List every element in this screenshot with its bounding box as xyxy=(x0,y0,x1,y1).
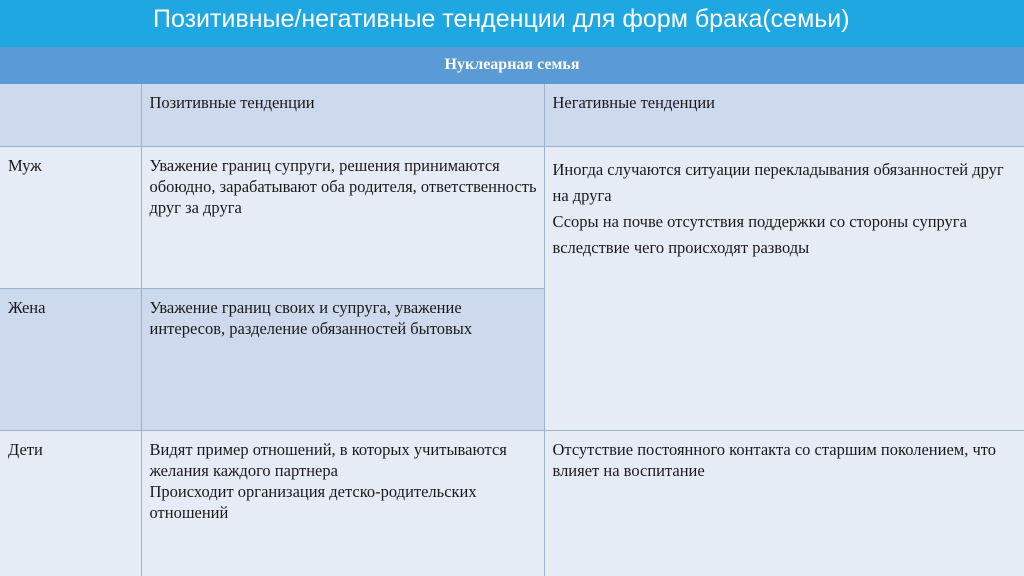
negative-cell xyxy=(544,146,1024,430)
column-header-negative: Негативные тенденции xyxy=(544,84,1024,146)
positive-cell: Уважение границ супруги, решения принимаются обоюдно, зарабатывают оба родителя, ответственность друг за друга xyxy=(141,146,544,288)
positive-line: Видят пример отношений, в которых учитываются желания каждого партнера xyxy=(149,439,507,480)
row-label: Жена xyxy=(0,288,141,430)
negative-cell: Отсутствие постоянного контакта со старшим поколением, что влияет на воспитание xyxy=(544,430,1024,576)
row-label: Муж xyxy=(0,146,141,288)
positive-cell xyxy=(141,430,544,576)
column-header-row xyxy=(0,84,1024,146)
title-bar xyxy=(0,0,1024,47)
slide-title: Позитивные/негативные тенденции для форм брака(семьи) xyxy=(153,5,850,33)
positive-cell: Уважение границ своих и супруга, уважение интересов, разделение обязанностей бытовых xyxy=(141,288,544,430)
table-row xyxy=(0,146,1024,288)
negative-line: Иногда случаются ситуации перекладывания обязанностей друг на друга xyxy=(552,159,1004,205)
table-row xyxy=(0,430,1024,576)
column-header-empty xyxy=(0,84,141,146)
table-section-header-row xyxy=(0,47,1024,84)
section-header: Нуклеарная семья xyxy=(0,47,1024,84)
row-label: Дети xyxy=(0,430,141,576)
column-header-positive: Позитивные тенденции xyxy=(141,84,544,146)
tendencies-table xyxy=(0,47,1024,576)
positive-line: Происходит организация детско-родительских отношений xyxy=(149,481,477,522)
negative-line: Ссоры на почве отсутствия поддержки со стороны супруга вследствие чего происходят разводы xyxy=(552,211,967,257)
